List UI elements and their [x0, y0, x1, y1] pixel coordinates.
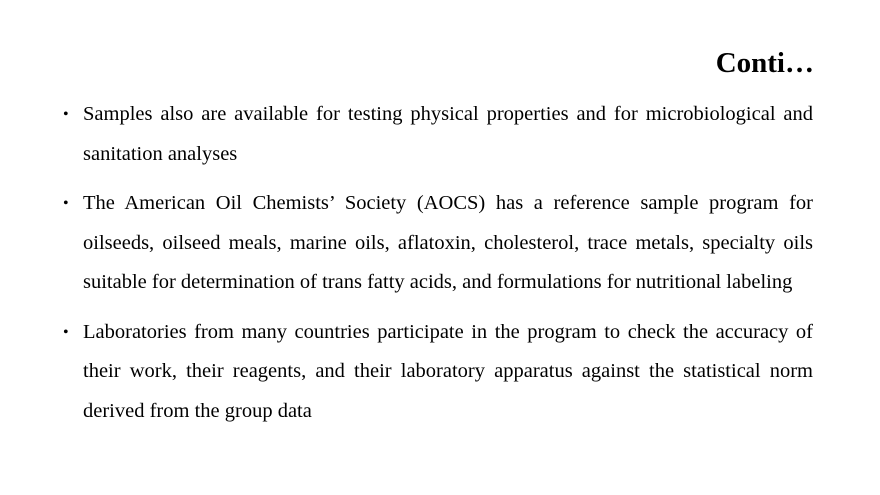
- bullet-text: Laboratories from many countries participate in the program to check the accuracy of their work, their reagents, and their laboratory apparatus against the statistical norm derived from the group data: [83, 320, 813, 422]
- bullet-marker: •: [63, 106, 69, 123]
- bullet-item: [63, 313, 813, 432]
- bullet-item: [63, 95, 813, 174]
- bullet-marker: •: [63, 323, 69, 341]
- bullet-marker: •: [63, 195, 69, 212]
- bullet-list: [63, 95, 813, 431]
- bullet-text: Samples also are available for testing physical properties and for microbiological and sanitation analyses: [83, 103, 813, 165]
- bullet-text: The American Oil Chemists’ Society (AOCS) has a reference sample program for oilseeds, oilseed meals, marine oils, aflatoxin, cholesterol, trace metals, specialty oils suitable for determination of trans fatty acids, and formulations for nutritional labeling: [83, 192, 813, 293]
- slide-title: Conti…: [715, 47, 814, 79]
- bullet-item: [63, 184, 813, 303]
